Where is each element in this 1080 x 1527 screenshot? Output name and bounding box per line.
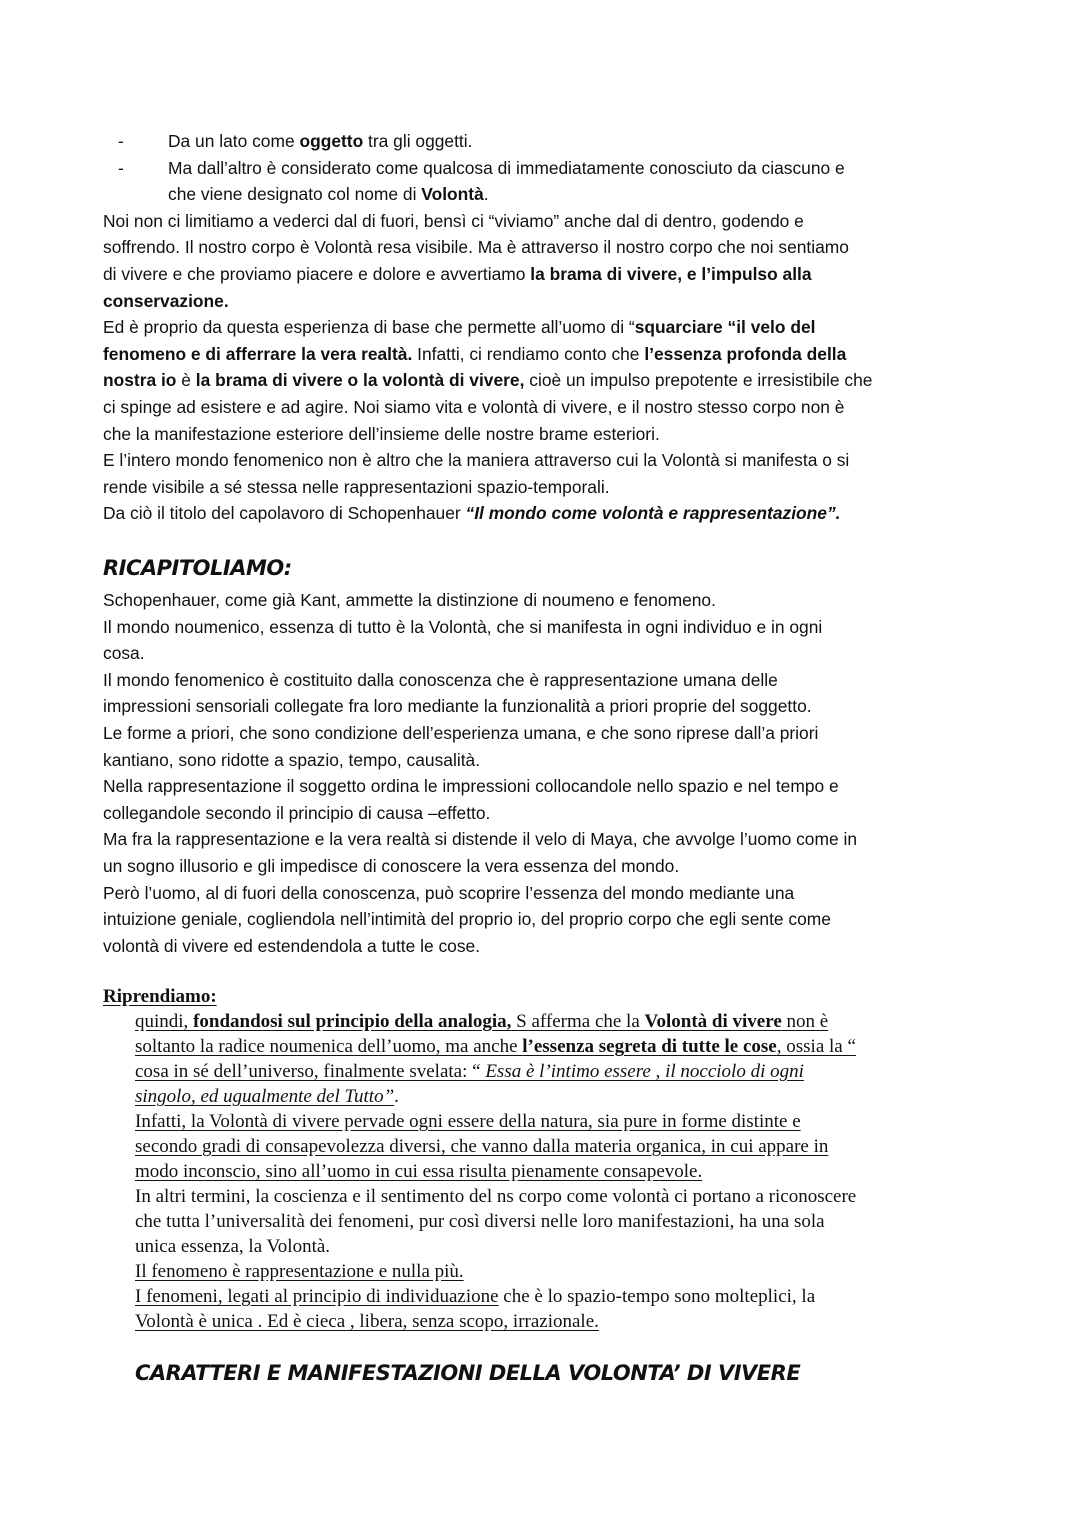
text-run: I fenomeni, legati al principio di individuazione	[135, 1286, 499, 1307]
text-run: Essa è l’intimo essere , il nocciolo di ogni	[485, 1061, 804, 1082]
text-run: che la manifestazione esteriore dell’insieme delle nostre brame esteriori.	[103, 423, 660, 444]
text-line	[103, 1134, 856, 1159]
text-run: non è	[781, 1011, 829, 1032]
text-run: , ossia la “	[776, 1036, 856, 1057]
text-line	[103, 1109, 856, 1134]
text-line	[103, 1259, 856, 1284]
text-line	[103, 1209, 856, 1234]
text-run: Da ciò il titolo del capolavoro di Schopenhauer	[103, 503, 466, 524]
text-run: Nella rappresentazione il soggetto ordina le impressioni collocandole nello spazio e nel tempo e	[103, 776, 839, 797]
text-line	[103, 1184, 856, 1209]
text-run: Infatti, ci rendiamo conto che	[412, 343, 645, 364]
text-line	[103, 747, 857, 774]
text-run: Volontà di vivere	[644, 1011, 782, 1032]
text-run: singolo, ed ugualmente del Tutto”	[135, 1086, 395, 1107]
text-run: Volontà	[421, 184, 484, 205]
text-run: Volontà è unica . Ed è cieca , libera, senza scopo, irrazionale.	[135, 1311, 599, 1332]
text-run: Il fenomeno è rappresentazione e nulla più.	[135, 1261, 464, 1282]
text-run: che è lo spazio-tempo sono molteplici, la	[498, 1286, 816, 1307]
text-line	[103, 800, 857, 827]
text-line	[103, 640, 857, 667]
text-run: secondo gradi di consapevolezza diversi, che vanno dalla materia organica, in cui appare in	[135, 1136, 829, 1157]
text-line	[103, 288, 872, 315]
text-run: E l’intero mondo fenomenico non è altro che la maniera attraverso cui la Volontà si manifesta o si	[103, 450, 850, 471]
text-run: l’essenza segreta di tutte le cose	[522, 1036, 777, 1057]
text-line	[103, 181, 872, 208]
text-run: di vivere e che proviamo piacere e dolore e avvertiamo	[103, 263, 531, 284]
text-run: collegandole secondo il principio di causa –effetto.	[103, 802, 491, 823]
text-line	[103, 234, 872, 261]
text-line	[103, 720, 857, 747]
text-line	[103, 394, 872, 421]
text-line	[103, 261, 872, 288]
text-run: Ma dall’altro è considerato come qualcosa di immediatamente conosciuto da ciascuno e	[168, 157, 845, 178]
text-run: un sogno illusorio e gli impedisce di conoscere la vera essenza del mondo.	[103, 855, 680, 876]
heading-caratteri-volonta: CARATTERI E MANIFESTAZIONI DELLA VOLONTA’ DI VIVERE	[135, 1361, 801, 1385]
text-run: fenomeno e di afferrare la vera realtà.	[103, 343, 413, 364]
text-run: l’essenza profonda della	[644, 343, 847, 364]
text-line	[103, 447, 872, 474]
text-line	[103, 1084, 856, 1109]
text-line	[103, 614, 857, 641]
text-run: .	[394, 1086, 399, 1107]
text-line	[103, 208, 872, 235]
text-line	[103, 1009, 856, 1034]
text-line	[103, 341, 872, 368]
text-line	[103, 773, 857, 800]
text-run: .	[483, 184, 489, 205]
text-run: Ed è proprio da questa esperienza di base che permette all’uomo di “	[103, 317, 635, 338]
text-run: quindi,	[135, 1011, 194, 1032]
text-run: che tutta l’universalità dei fenomeni, pur così diversi nelle loro manifestazioni, ha una sola	[135, 1211, 825, 1232]
subheading	[103, 984, 856, 1009]
heading-ricapitoliamo: RICAPITOLIAMO:	[103, 556, 292, 580]
text-run: Riprendiamo:	[103, 986, 217, 1007]
text-line	[103, 314, 872, 341]
text-line	[103, 474, 872, 501]
text-run: è	[176, 370, 196, 391]
text-line	[103, 1159, 856, 1184]
text-line	[103, 933, 857, 960]
text-run: che viene designato col nome di	[168, 184, 422, 205]
text-run: S afferma che la	[511, 1011, 645, 1032]
section-riprendiamo	[103, 984, 856, 1334]
text-line	[103, 587, 857, 614]
text-run: ci spinge ad esistere e ad agire. Noi siamo vita e volontà di vivere, e il nostro stesso corpo non è	[103, 396, 845, 417]
text-line	[103, 500, 872, 527]
bullet-item	[103, 128, 872, 155]
text-run: cosa.	[103, 643, 145, 664]
text-run: fondandosi sul principio della analogia,	[193, 1011, 512, 1032]
text-run: Infatti, la Volontà di vivere pervade ogni essere della natura, sia pure in forme distinte e	[135, 1111, 801, 1132]
text-run: Ma fra la rappresentazione e la vera realtà si distende il velo di Maya, che avvolge l’uomo come in	[103, 829, 857, 850]
text-run: In altri termini, la coscienza e il sentimento del ns corpo come volontà ci portano a riconoscere	[135, 1186, 857, 1207]
text-line	[103, 421, 872, 448]
text-run: tra gli oggetti.	[363, 131, 473, 151]
text-line	[103, 1309, 856, 1334]
text-line	[103, 906, 857, 933]
text-run: Schopenhauer, come già Kant, ammette la distinzione di noumeno e fenomeno.	[103, 590, 716, 610]
text-run: kantiano, sono ridotte a spazio, tempo, causalità.	[103, 749, 481, 770]
text-line	[103, 880, 857, 907]
text-run: cioè un impulso prepotente e irresistibile che	[524, 370, 873, 391]
text-run: Però l’uomo, al di fuori della conoscenza, può scoprire l’essenza del mondo mediante una	[103, 882, 795, 903]
text-run: la brama di vivere o la volontà di vivere,	[195, 370, 525, 391]
text-line	[103, 1234, 856, 1259]
text-line	[103, 1059, 856, 1084]
text-run: Noi non ci limitiamo a vederci dal di fuori, bensì ci “viviamo” anche dal di dentro, godendo e	[103, 210, 804, 231]
text-line	[103, 667, 857, 694]
text-line	[103, 1284, 856, 1309]
text-run: “Il mondo come volontà e rappresentazione”.	[465, 503, 841, 524]
text-run: cosa in sé dell’universo, finalmente svelata: “	[135, 1061, 486, 1082]
text-run: la brama di vivere, e l’impulso alla	[530, 263, 812, 284]
text-line	[103, 1034, 856, 1059]
bullet-item	[103, 155, 872, 182]
text-line	[103, 693, 857, 720]
section-volonta	[103, 128, 872, 527]
text-run: conservazione.	[103, 290, 229, 311]
text-run: oggetto	[299, 131, 364, 151]
text-line	[103, 853, 857, 880]
text-run: squarciare “il velo del	[634, 317, 816, 338]
text-run: soltanto la radice noumenica dell’uomo, ma anche	[135, 1036, 523, 1057]
text-line	[103, 826, 857, 853]
text-run: Le forme a priori, che sono condizione dell’esperienza umana, e che sono riprese dall’a priori	[103, 722, 819, 743]
text-run: nostra io	[103, 370, 177, 391]
text-run: intuizione geniale, cogliendola nell’intimità del proprio io, del proprio corpo che egli sente come	[103, 909, 831, 930]
text-run: soffrendo. Il nostro corpo è Volontà resa visibile. Ma è attraverso il nostro corpo che noi sentiamo	[103, 237, 849, 258]
text-run: unica essenza, la Volontà.	[135, 1236, 331, 1257]
text-run: modo inconscio, sino all’uomo in cui essa risulta pienamente consapevole.	[135, 1161, 703, 1182]
text-line	[103, 367, 872, 394]
text-run: rende visibile a sé stessa nelle rappresentazioni spazio-temporali.	[103, 476, 610, 497]
text-run: Da un lato come	[168, 131, 300, 151]
text-run: Il mondo noumenico, essenza di tutto è la Volontà, che si manifesta in ogni individuo e in ogni	[103, 616, 823, 637]
text-run: volontà di vivere ed estendendola a tutte le cose.	[103, 935, 481, 956]
text-run: impressioni sensoriali collegate fra loro mediante la funzionalità a priori proprie del soggetto.	[103, 696, 812, 717]
section-ricapitoliamo	[103, 587, 857, 959]
text-run: Il mondo fenomenico è costituito dalla conoscenza che è rappresentazione umana delle	[103, 669, 778, 690]
